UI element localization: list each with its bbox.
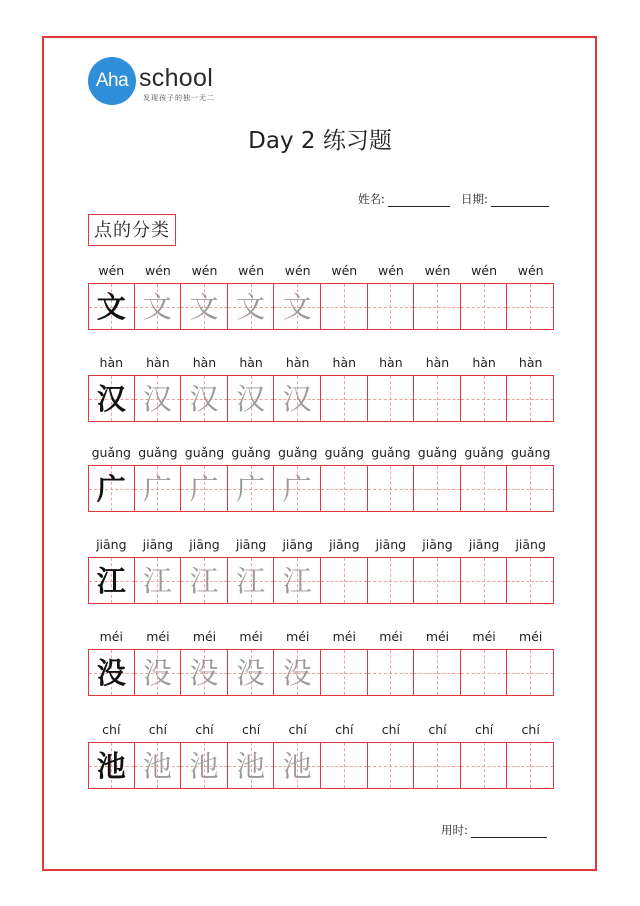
writing-cell <box>274 649 321 696</box>
pinyin-line <box>88 722 554 742</box>
writing-cell <box>507 283 554 330</box>
pinyin-label: guǎng <box>324 445 364 460</box>
guide-line-vertical <box>344 284 345 329</box>
writing-cell <box>461 375 508 422</box>
pinyin-label: hàn <box>425 355 450 370</box>
guide-line-vertical <box>437 743 438 788</box>
pinyin-label: hàn <box>192 355 217 370</box>
pinyin-label: wén <box>284 263 311 278</box>
writing-cell <box>135 375 182 422</box>
writing-cell <box>274 742 321 789</box>
pinyin-label: hàn <box>99 355 124 370</box>
pinyin-label: chí <box>428 722 447 737</box>
writing-cell <box>181 557 228 604</box>
guide-line-vertical <box>530 650 531 695</box>
pinyin-line <box>88 445 554 465</box>
pinyin-label: wén <box>424 263 451 278</box>
guide-line-vertical <box>390 558 391 603</box>
guide-line-vertical <box>530 284 531 329</box>
pinyin-label: jiāng <box>142 537 174 552</box>
writing-cell <box>135 283 182 330</box>
writing-cell <box>135 465 182 512</box>
trace-character: 广 <box>189 472 219 506</box>
guide-line-vertical <box>484 743 485 788</box>
writing-cell <box>274 375 321 422</box>
pinyin-label: jiāng <box>282 537 313 552</box>
writing-cell <box>507 375 554 422</box>
time-field <box>441 822 547 838</box>
trace-character: 广 <box>236 472 266 506</box>
writing-cell <box>228 649 275 696</box>
trace-character: 文 <box>282 290 312 324</box>
trace-character: 汉 <box>142 382 172 416</box>
pinyin-label: wén <box>144 263 171 278</box>
writing-cell <box>368 375 415 422</box>
writing-cell <box>368 283 415 330</box>
trace-character: 江 <box>282 564 312 598</box>
pinyin-label: wén <box>238 263 265 278</box>
writing-cell <box>414 465 461 512</box>
writing-cell <box>414 649 461 696</box>
pinyin-label: jiāng <box>515 537 546 552</box>
pinyin-label: wén <box>471 263 498 278</box>
writing-cell <box>321 649 368 696</box>
writing-cell <box>274 283 321 330</box>
pinyin-label: guǎng <box>184 445 225 460</box>
pinyin-label: méi <box>472 629 496 644</box>
guide-line-vertical <box>344 650 345 695</box>
trace-character: 江 <box>189 564 219 598</box>
pinyin-label: guǎng <box>371 445 411 460</box>
trace-character: 文 <box>189 290 219 324</box>
writing-cell <box>414 557 461 604</box>
writing-cell <box>368 465 415 512</box>
pinyin-label: hàn <box>285 355 310 370</box>
writing-cell <box>507 742 554 789</box>
model-character: 没 <box>96 656 126 690</box>
writing-grid <box>88 742 554 789</box>
trace-character: 文 <box>236 290 266 324</box>
writing-cell <box>181 283 228 330</box>
pinyin-label: méi <box>332 629 356 644</box>
pinyin-label: jiāng <box>422 537 453 552</box>
pinyin-label: chí <box>474 722 494 737</box>
pinyin-label: wén <box>98 263 125 278</box>
pinyin-label: hàn <box>239 355 263 370</box>
writing-cell <box>321 375 368 422</box>
guide-line-vertical <box>437 558 438 603</box>
trace-character: 没 <box>189 656 219 690</box>
trace-character: 没 <box>142 656 172 690</box>
pinyin-label: hàn <box>379 355 403 370</box>
page-title: Day 2 练习题 <box>248 128 392 154</box>
pinyin-label: chí <box>521 722 540 737</box>
pinyin-label: méi <box>192 629 217 644</box>
model-character: 江 <box>96 564 126 598</box>
writing-cell <box>181 375 228 422</box>
writing-cell <box>461 742 508 789</box>
pinyin-label: guǎng <box>231 445 271 460</box>
writing-cell <box>228 742 275 789</box>
writing-cell <box>88 465 135 512</box>
pinyin-label: hàn <box>332 355 357 370</box>
writing-cell <box>461 649 508 696</box>
pinyin-label: méi <box>425 629 450 644</box>
pinyin-label: guǎng <box>278 445 318 460</box>
writing-cell <box>507 557 554 604</box>
pinyin-label: méi <box>379 629 403 644</box>
guide-line-vertical <box>437 466 438 511</box>
trace-character: 池 <box>142 749 172 783</box>
name-label: 姓名: <box>358 192 385 206</box>
writing-cell <box>321 557 368 604</box>
pinyin-label: méi <box>146 629 170 644</box>
date-field <box>461 191 549 207</box>
model-character: 汉 <box>96 382 126 416</box>
date-label: 日期: <box>461 192 488 206</box>
writing-cell <box>321 742 368 789</box>
trace-character: 广 <box>142 472 172 506</box>
logo-word: school <box>139 64 214 92</box>
pinyin-label: méi <box>519 629 543 644</box>
writing-cell <box>274 557 321 604</box>
trace-character: 没 <box>236 656 266 690</box>
guide-line-vertical <box>484 650 485 695</box>
writing-cell <box>181 465 228 512</box>
writing-grid <box>88 465 554 512</box>
writing-cell <box>414 283 461 330</box>
pinyin-label: chí <box>288 722 307 737</box>
trace-character: 汉 <box>282 382 312 416</box>
writing-cell <box>414 742 461 789</box>
pinyin-label: méi <box>99 629 123 644</box>
trace-character: 广 <box>282 472 312 506</box>
pinyin-label: guǎng <box>511 445 551 460</box>
trace-character: 池 <box>282 749 312 783</box>
trace-character: 汉 <box>236 382 266 416</box>
pinyin-label: wén <box>517 263 544 278</box>
guide-line-vertical <box>390 466 391 511</box>
time-blank <box>471 825 547 838</box>
guide-line-vertical <box>484 376 485 421</box>
pinyin-label: méi <box>239 629 263 644</box>
aha-school-logo <box>88 57 228 107</box>
writing-grid <box>88 649 554 696</box>
pinyin-label: hàn <box>518 355 543 370</box>
guide-line-vertical <box>390 376 391 421</box>
pinyin-label: jiāng <box>96 537 127 552</box>
pinyin-label: guǎng <box>138 445 178 460</box>
logo-circle: Aha <box>88 57 136 105</box>
pinyin-label: wén <box>331 263 358 278</box>
time-label: 用时: <box>441 823 468 837</box>
pinyin-label: jiāng <box>468 537 500 552</box>
writing-cell <box>368 557 415 604</box>
name-blank <box>388 194 450 207</box>
guide-line-vertical <box>484 558 485 603</box>
pinyin-label: jiāng <box>375 537 407 552</box>
trace-character: 池 <box>236 749 266 783</box>
writing-grid <box>88 557 554 604</box>
trace-character: 没 <box>282 656 312 690</box>
guide-line-vertical <box>484 466 485 511</box>
writing-cell <box>135 557 182 604</box>
writing-cell <box>414 375 461 422</box>
pinyin-label: guǎng <box>91 445 131 460</box>
pinyin-label: chí <box>335 722 354 737</box>
name-field <box>358 191 450 207</box>
writing-cell <box>461 557 508 604</box>
pinyin-line <box>88 263 554 283</box>
guide-line-vertical <box>344 743 345 788</box>
writing-cell <box>507 465 554 512</box>
guide-line-vertical <box>530 558 531 603</box>
writing-cell <box>135 649 182 696</box>
writing-cell <box>368 649 415 696</box>
category-label: 点的分类 <box>88 214 176 246</box>
writing-cell <box>88 283 135 330</box>
pinyin-label: méi <box>286 629 310 644</box>
guide-line-vertical <box>344 466 345 511</box>
pinyin-label: jiāng <box>235 537 267 552</box>
pinyin-label: chí <box>148 722 168 737</box>
writing-cell <box>228 557 275 604</box>
pinyin-label: chí <box>102 722 121 737</box>
writing-cell <box>321 465 368 512</box>
writing-cell <box>181 649 228 696</box>
trace-character: 文 <box>142 290 172 324</box>
writing-cell <box>461 465 508 512</box>
writing-cell <box>228 465 275 512</box>
pinyin-label: hàn <box>472 355 496 370</box>
writing-cell <box>507 649 554 696</box>
guide-line-vertical <box>530 376 531 421</box>
pinyin-label: chí <box>241 722 261 737</box>
writing-grid <box>88 283 554 330</box>
pinyin-label: guǎng <box>417 445 458 460</box>
guide-line-vertical <box>390 284 391 329</box>
model-character: 池 <box>96 749 126 783</box>
trace-character: 江 <box>142 564 172 598</box>
trace-character: 池 <box>189 749 219 783</box>
guide-line-vertical <box>344 558 345 603</box>
pinyin-label: jiāng <box>329 537 360 552</box>
writing-cell <box>461 283 508 330</box>
pinyin-label: hàn <box>146 355 170 370</box>
guide-line-vertical <box>390 650 391 695</box>
pinyin-label: jiāng <box>189 537 220 552</box>
guide-line-vertical <box>530 743 531 788</box>
writing-grid <box>88 375 554 422</box>
pinyin-line <box>88 355 554 375</box>
writing-cell <box>88 375 135 422</box>
logo-tagline: 发现孩子的独一无二 <box>143 94 215 102</box>
writing-cell <box>228 283 275 330</box>
guide-line-vertical <box>530 466 531 511</box>
writing-cell <box>88 649 135 696</box>
guide-line-vertical <box>390 743 391 788</box>
trace-character: 江 <box>236 564 266 598</box>
guide-line-vertical <box>437 650 438 695</box>
writing-cell <box>274 465 321 512</box>
writing-cell <box>135 742 182 789</box>
trace-character: 汉 <box>189 382 219 416</box>
pinyin-label: guǎng <box>464 445 504 460</box>
pinyin-label: chí <box>195 722 214 737</box>
pinyin-label: wén <box>191 263 218 278</box>
pinyin-line <box>88 629 554 649</box>
guide-line-vertical <box>437 376 438 421</box>
guide-line-vertical <box>437 284 438 329</box>
pinyin-label: wén <box>377 263 404 278</box>
guide-line-vertical <box>484 284 485 329</box>
model-character: 广 <box>96 472 126 506</box>
pinyin-line <box>88 537 554 557</box>
pinyin-label: chí <box>381 722 401 737</box>
date-blank <box>491 194 549 207</box>
writing-cell <box>181 742 228 789</box>
writing-cell <box>88 742 135 789</box>
writing-cell <box>228 375 275 422</box>
writing-cell <box>321 283 368 330</box>
model-character: 文 <box>96 290 126 324</box>
writing-cell <box>368 742 415 789</box>
writing-cell <box>88 557 135 604</box>
guide-line-vertical <box>344 376 345 421</box>
